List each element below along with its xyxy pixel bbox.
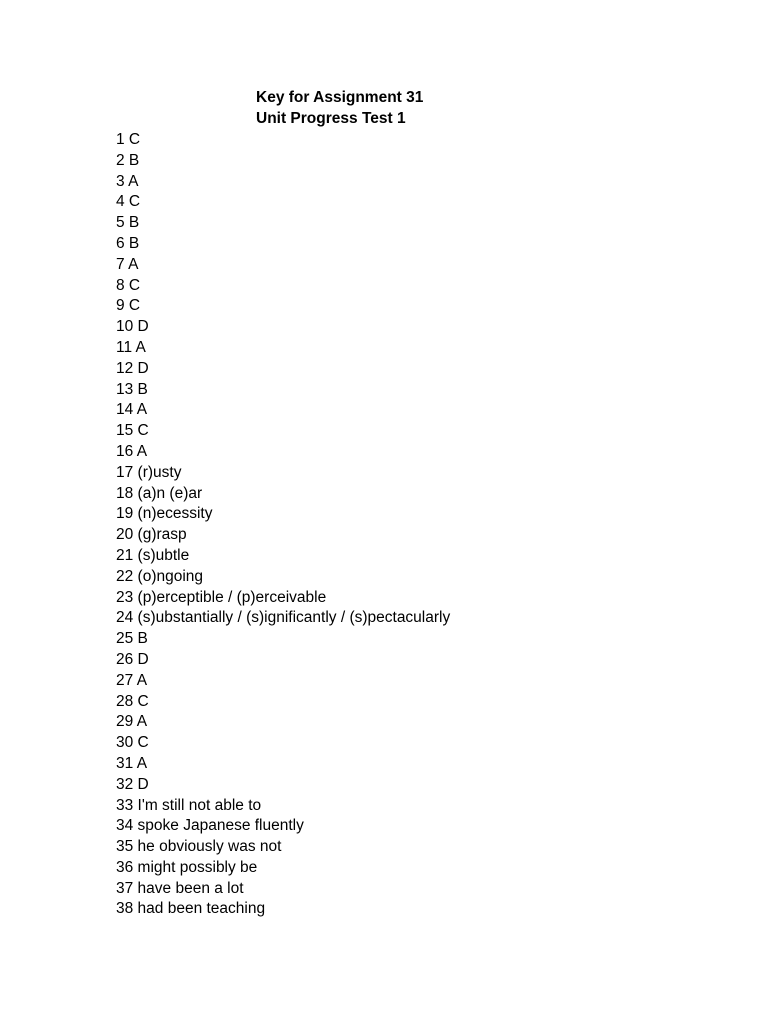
answer-line: 5 B: [116, 214, 140, 232]
answer-line: 25 B: [116, 630, 148, 648]
answer-line: 18 (a)n (e)ar: [116, 484, 203, 502]
answer-line: 7 A: [116, 255, 139, 273]
answer-line: 20 (g)rasp: [116, 526, 187, 544]
answer-line: 34 spoke Japanese fluently: [116, 817, 304, 835]
answer-list: [116, 130, 450, 920]
answer-line: 19 (n)ecessity: [116, 505, 213, 523]
answer-line: 6 B: [116, 234, 140, 252]
answer-line: 11 A: [116, 338, 146, 356]
answer-line: 38 had been teaching: [116, 900, 266, 918]
answer-line: 35 he obviously was not: [116, 838, 282, 856]
answer-line: 32 D: [116, 775, 149, 793]
answer-line: 8 C: [116, 276, 141, 294]
answer-line: 4 C: [116, 193, 141, 211]
answer-line: 12 D: [116, 359, 149, 377]
answer-line: 3 A: [116, 172, 139, 190]
answer-line: 31 A: [116, 754, 148, 772]
answer-line: 29 A: [116, 713, 148, 731]
answer-line: 28 C: [116, 692, 149, 710]
answer-line: 9 C: [116, 297, 141, 315]
answer-line: 30 C: [116, 734, 149, 752]
answer-line: 10 D: [116, 318, 149, 336]
answer-line: 16 A: [116, 442, 148, 460]
answer-line: 26 D: [116, 650, 149, 668]
answer-line: 24 (s)ubstantially / (s)ignificantly / (s)pectacularly: [116, 609, 451, 627]
answer-line: 13 B: [116, 380, 148, 398]
answer-line: 2 B: [116, 151, 140, 169]
answer-line: 15 C: [116, 422, 149, 440]
answer-line: 22 (o)ngoing: [116, 567, 204, 585]
document-subtitle: Unit Progress Test 1: [256, 109, 406, 127]
answer-line: 23 (p)erceptible / (p)erceivable: [116, 588, 327, 606]
answer-line: 17 (r)usty: [116, 463, 182, 481]
header-block: [256, 88, 423, 130]
document-title: Key for Assignment 31: [256, 89, 424, 106]
answer-line: 27 A: [116, 671, 148, 689]
answer-line: 33 I'm still not able to: [116, 796, 262, 814]
answer-line: 37 have been a lot: [116, 879, 244, 897]
answer-line: 36 might possibly be: [116, 858, 258, 876]
answer-line: 14 A: [116, 401, 148, 419]
answer-line: 1 C: [116, 131, 141, 148]
answer-line: 21 (s)ubtle: [116, 546, 190, 564]
